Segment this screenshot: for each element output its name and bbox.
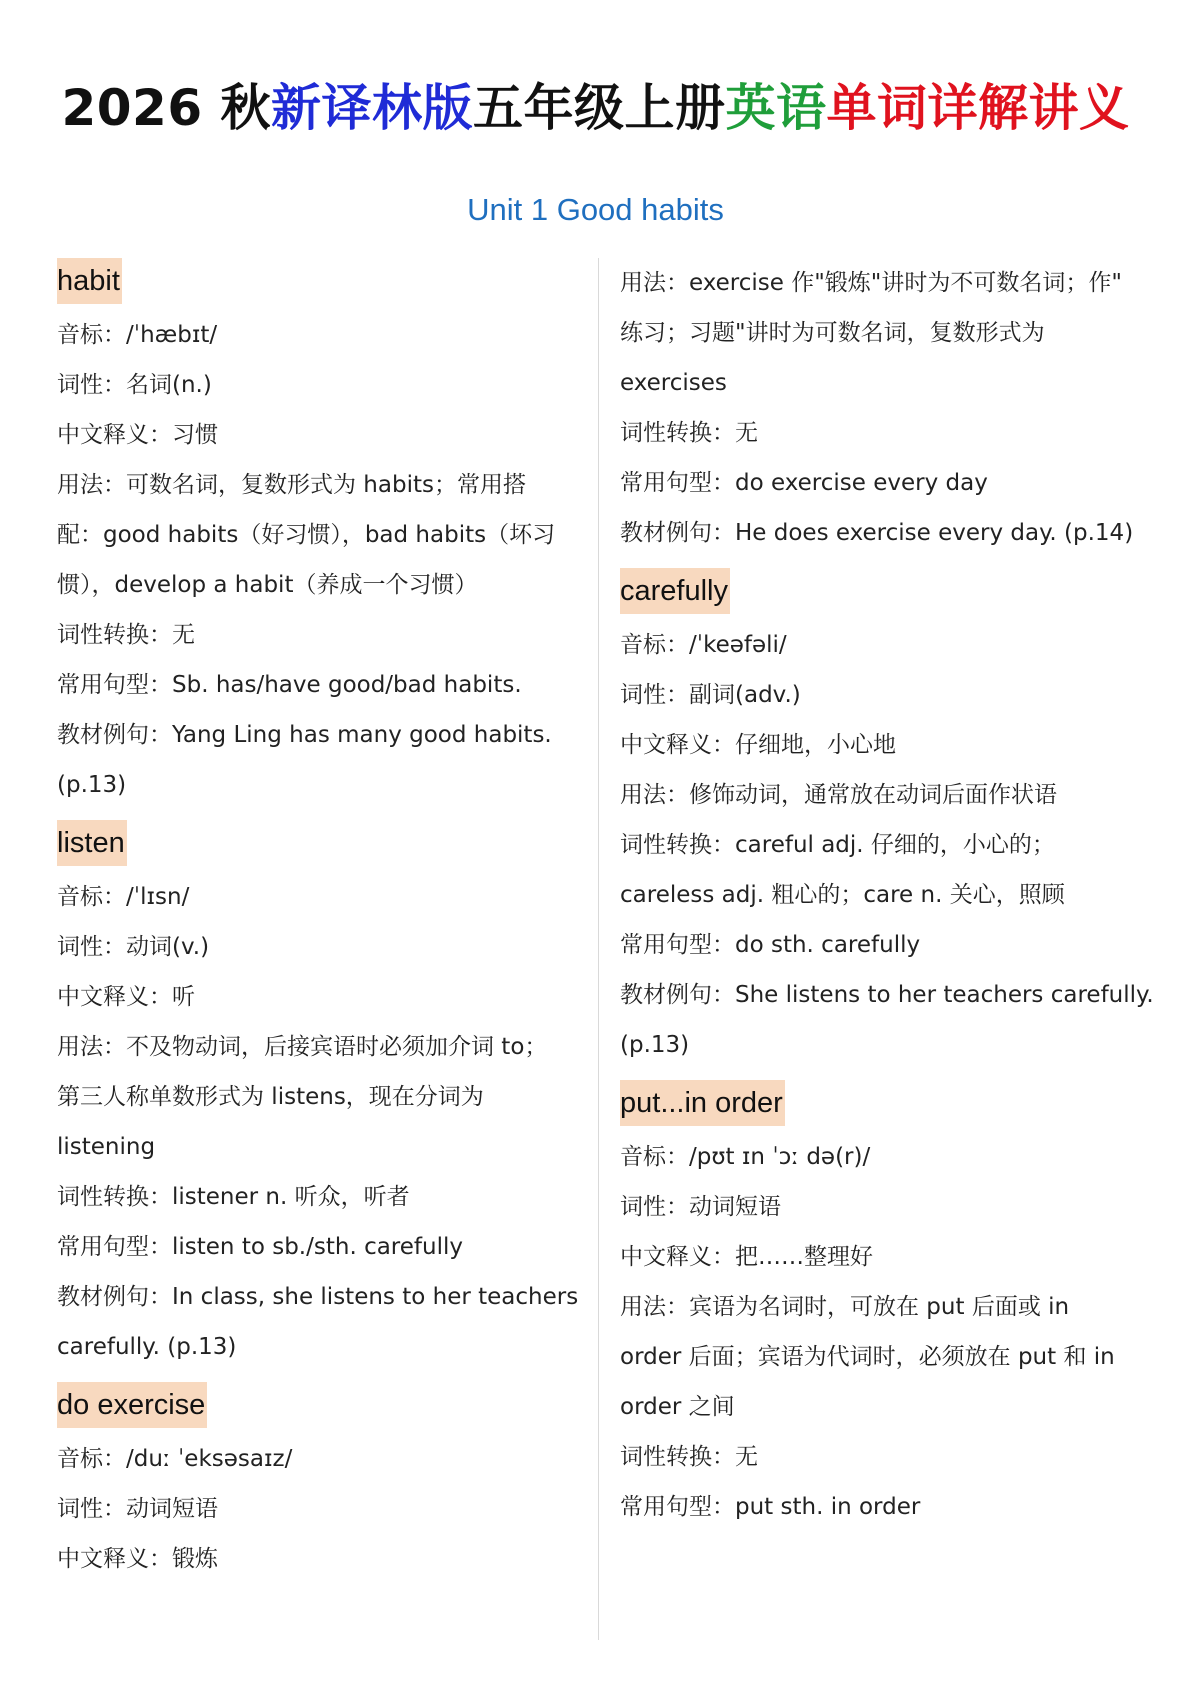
title-segment: 英语 — [725, 79, 827, 137]
title-segment: 新译林版 — [271, 79, 474, 137]
entry-line: 练习；习题"讲时为可数名词，复数形式为 — [620, 320, 1045, 346]
vocab-entry — [620, 258, 1160, 558]
entry-line: order 后面；宾语为代词时，必须放在 put 和 in — [620, 1344, 1115, 1370]
entry-line: 中文释义：习惯 — [57, 422, 218, 448]
entry-line: 常用句型：do exercise every day — [620, 470, 988, 496]
entry-line: 音标：/pʊt ɪn ˈɔː də(r)/ — [620, 1144, 871, 1170]
entry-line: 常用句型：do sth. carefully — [620, 932, 921, 958]
title-segment: 单词详解讲义 — [826, 79, 1130, 137]
entry-line: 教材例句：She listens to her teachers carefully. — [620, 982, 1154, 1008]
vocab-entry — [620, 568, 1160, 1070]
entry-line: 常用句型：Sb. has/have good/bad habits. — [57, 672, 522, 698]
headword: do exercise — [57, 1382, 207, 1428]
entry-line: 音标：/duː ˈeksəsaɪz/ — [57, 1446, 293, 1472]
entry-line: 音标：/ˈhæbɪt/ — [57, 322, 218, 348]
entry-line: 惯），develop a habit（养成一个习惯） — [57, 572, 478, 598]
entry-line: carefully. (p.13) — [57, 1334, 237, 1360]
entry-line: 中文释义：仔细地，小心地 — [620, 732, 896, 758]
entry-line: 词性转换：careful adj. 仔细的，小心的； — [620, 832, 1055, 858]
vocab-entry — [57, 1382, 577, 1584]
vocab-entry — [57, 258, 577, 810]
entry-line: exercises — [620, 370, 727, 396]
entry-line: 词性转换：listener n. 听众，听者 — [57, 1184, 410, 1210]
entry-line: 常用句型：put sth. in order — [620, 1494, 921, 1520]
entry-line: 词性：动词(v.) — [57, 934, 210, 960]
entry-line: 中文释义：锻炼 — [57, 1546, 218, 1572]
entry-line: 词性转换：无 — [620, 420, 758, 446]
entry-line: 教材例句：He does exercise every day. (p.14) — [620, 520, 1134, 546]
entry-line: 用法：宾语为名词时，可放在 put 后面或 in — [620, 1294, 1070, 1320]
document-title — [0, 76, 1191, 140]
vocab-entry — [620, 1080, 1160, 1532]
entry-line: 词性转换：无 — [620, 1444, 758, 1470]
entry-line: 音标：/ˈlɪsn/ — [57, 884, 190, 910]
title-segment: 五年级上册 — [473, 79, 726, 137]
entry-line: 词性：动词短语 — [57, 1496, 218, 1522]
entry-line: 用法：不及物动词，后接宾语时必须加介词 to； — [57, 1034, 548, 1060]
entry-line: 第三人称单数形式为 listens，现在分词为 — [57, 1084, 484, 1110]
entry-line: 常用句型：listen to sb./sth. carefully — [57, 1234, 463, 1260]
title-segment: 2026 秋 — [61, 79, 272, 137]
entry-line: 词性转换：无 — [57, 622, 195, 648]
entry-line: 用法：可数名词，复数形式为 habits；常用搭 — [57, 472, 526, 498]
entry-line: (p.13) — [620, 1032, 690, 1058]
entry-line: 词性：名词(n.) — [57, 372, 212, 398]
entry-line: order 之间 — [620, 1394, 735, 1420]
entry-line: listening — [57, 1134, 156, 1160]
right-column — [620, 258, 1160, 1542]
left-column — [57, 258, 577, 1594]
entry-line: 配：good habits（好习惯），bad habits（坏习 — [57, 522, 556, 548]
entry-line: (p.13) — [57, 772, 127, 798]
entry-line: careless adj. 粗心的；care n. 关心，照顾 — [620, 882, 1065, 908]
entry-line: 用法：修饰动词，通常放在动词后面作状语 — [620, 782, 1057, 808]
entry-line: 中文释义：把……整理好 — [620, 1244, 873, 1270]
entry-line: 中文释义：听 — [57, 984, 195, 1010]
entry-line: 音标：/ˈkeəfəli/ — [620, 632, 787, 658]
vocab-entry — [57, 820, 577, 1372]
entry-line: 词性：动词短语 — [620, 1194, 781, 1220]
entry-line: 教材例句：In class, she listens to her teachers — [57, 1284, 579, 1310]
entry-line: 教材例句：Yang Ling has many good habits. — [57, 722, 552, 748]
entry-line: 词性：副词(adv.) — [620, 682, 801, 708]
unit-title: Unit 1 Good habits — [467, 192, 724, 227]
headword: put...in order — [620, 1080, 785, 1126]
headword: habit — [57, 258, 122, 304]
entry-line: 用法：exercise 作"锻炼"讲时为不可数名词；作" — [620, 270, 1122, 296]
headword: carefully — [620, 568, 730, 614]
headword: listen — [57, 820, 127, 866]
column-divider — [598, 258, 599, 1640]
